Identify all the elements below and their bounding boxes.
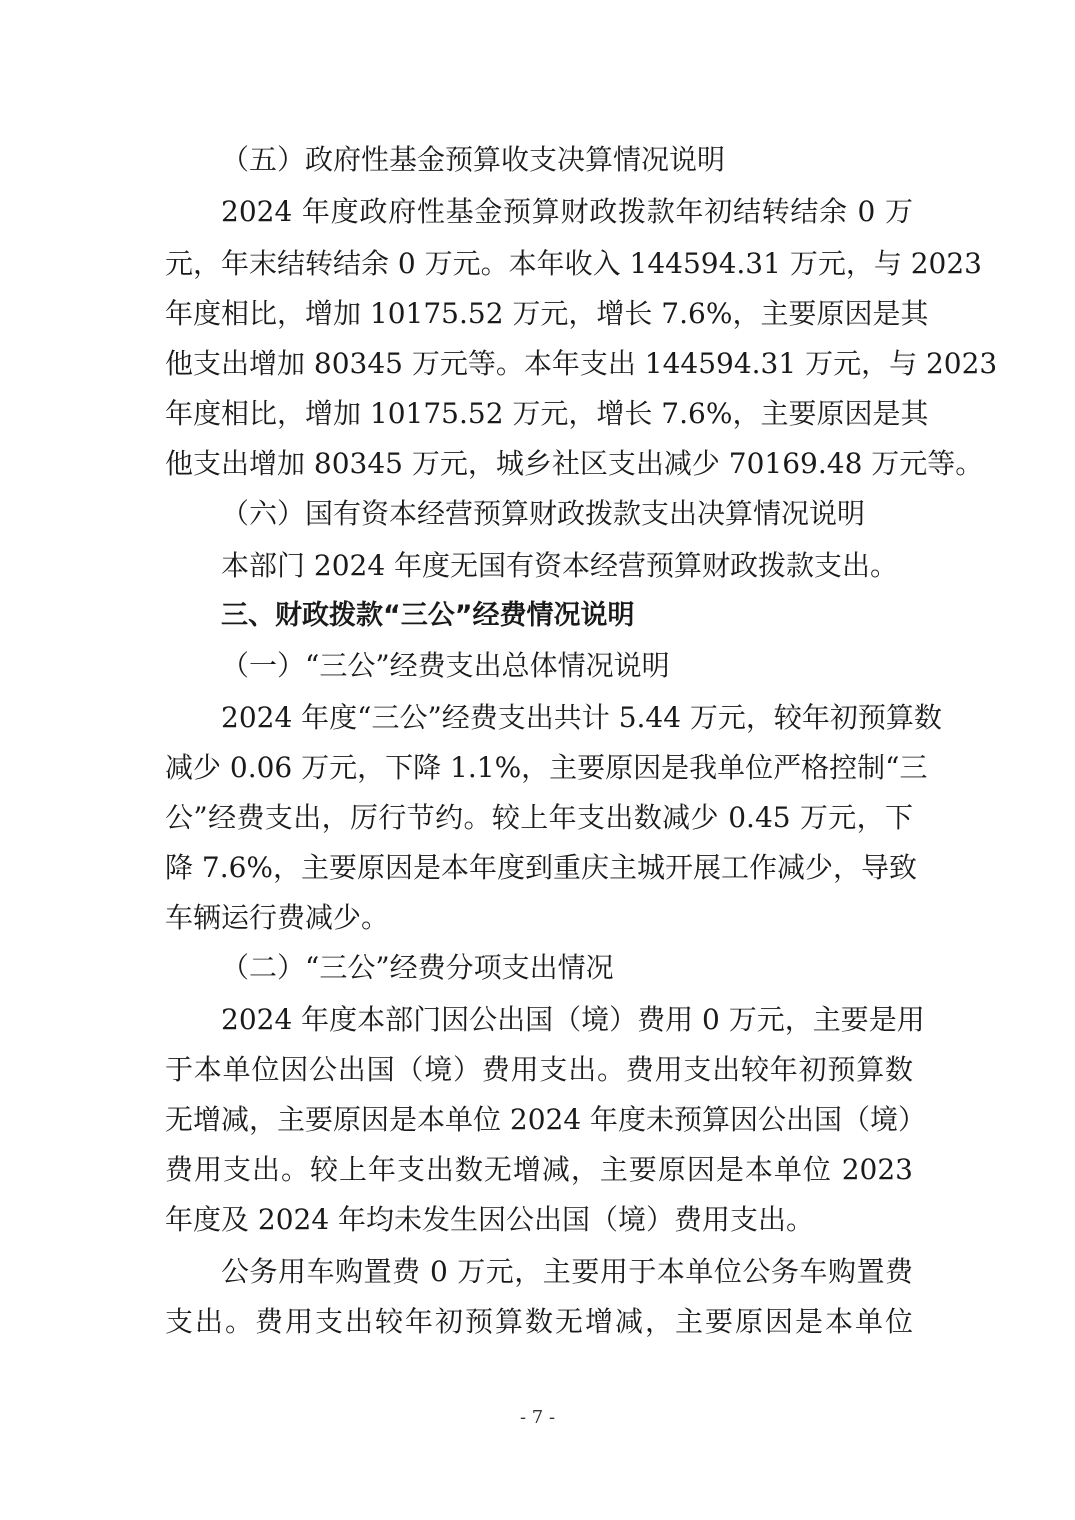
- paragraph-line: 本部门 2024 年度无国有资本经营预算财政拨款支出。: [221, 549, 899, 582]
- paragraph-line: 元，年末结转结余 0 万元。本年收入 144594.31 万元，与 2023: [165, 247, 982, 280]
- paragraph-line: 降 7.6%，主要原因是本年度到重庆主城开展工作减少，导致: [165, 851, 918, 884]
- section-heading-six: （六）国有资本经营预算财政拨款支出决算情况说明: [221, 497, 866, 530]
- paragraph-line: 无增减，主要原因是本单位 2024 年度未预算因公出国（境）: [165, 1103, 927, 1136]
- paragraph-line: 他支出增加 80345 万元等。本年支出 144594.31 万元，与 2023: [165, 347, 998, 380]
- chapter-heading-three: 三、财政拨款“三公”经费情况说明: [221, 600, 635, 631]
- paragraph-line: 年度及 2024 年均未发生因公出国（境）费用支出。: [165, 1203, 815, 1236]
- paragraph-line: 减少 0.06 万元，下降 1.1%，主要原因是我单位严格控制“三: [165, 751, 928, 784]
- paragraph-line: 2024 年度政府性基金预算财政拨款年初结转结余 0 万: [221, 195, 913, 228]
- paragraph-line: 年度相比，增加 10175.52 万元，增长 7.6%，主要原因是其: [165, 297, 929, 330]
- section-heading-two: （二）“三公”经费分项支出情况: [221, 951, 614, 984]
- paragraph-line: 车辆运行费减少。: [165, 901, 390, 934]
- paragraph-line: 公”经费支出，厉行节约。较上年支出数减少 0.45 万元，下: [165, 801, 913, 834]
- paragraph-line: 公务用车购置费 0 万元，主要用于本单位公务车购置费: [221, 1255, 913, 1288]
- page-number: - 7 -: [519, 1407, 556, 1428]
- paragraph-line: 2024 年度“三公”经费支出共计 5.44 万元，较年初预算数: [221, 701, 942, 734]
- paragraph-line: 支出。费用支出较年初预算数无增减，主要原因是本单位: [165, 1305, 913, 1338]
- paragraph-line: 年度相比，增加 10175.52 万元，增长 7.6%，主要原因是其: [165, 397, 929, 430]
- paragraph-line: 费用支出。较上年支出数无增减，主要原因是本单位 2023: [165, 1153, 913, 1186]
- paragraph-line: 于本单位因公出国（境）费用支出。费用支出较年初预算数: [165, 1053, 913, 1086]
- section-heading-one: （一）“三公”经费支出总体情况说明: [221, 649, 670, 682]
- section-heading-five: （五）政府性基金预算收支决算情况说明: [221, 143, 726, 176]
- paragraph-line: 他支出增加 80345 万元，城乡社区支出减少 70169.48 万元等。: [165, 447, 984, 480]
- paragraph-line: 2024 年度本部门因公出国（境）费用 0 万元，主要是用: [221, 1003, 925, 1036]
